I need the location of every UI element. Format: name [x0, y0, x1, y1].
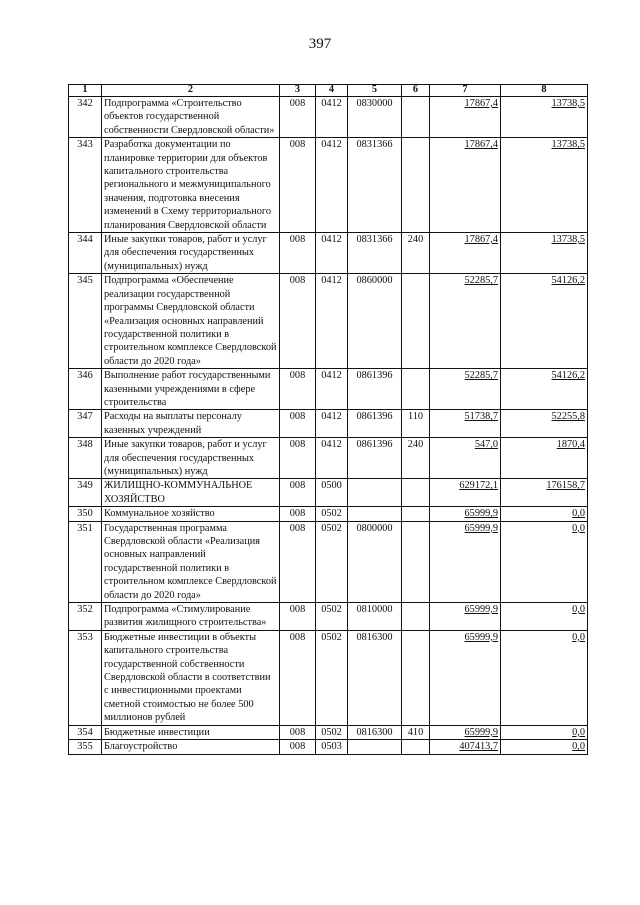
target-article-cell: 0861396: [348, 369, 402, 410]
amount-value: 13738,5: [551, 139, 585, 151]
section-code-cell: 0503: [316, 740, 348, 754]
table-row: [69, 138, 588, 233]
section-code-cell: 0502: [316, 630, 348, 725]
amount-value: 17867,4: [464, 234, 498, 246]
expense-type-cell: 110: [402, 410, 430, 438]
expense-type-cell: [402, 479, 430, 507]
admin-code-cell: 008: [280, 507, 316, 521]
table-body: [69, 97, 588, 755]
row-number-cell: 349: [69, 479, 102, 507]
target-article-cell: [348, 479, 402, 507]
admin-code-cell: 008: [280, 479, 316, 507]
target-article-cell: 0860000: [348, 274, 402, 369]
amount-col7-cell: [430, 274, 501, 369]
expense-type-cell: 240: [402, 233, 430, 274]
amount-col8-cell: [501, 369, 588, 410]
amount-col8-cell: [501, 138, 588, 233]
column-header: 5: [348, 85, 402, 97]
target-article-cell: 0831366: [348, 233, 402, 274]
amount-col8-cell: [501, 603, 588, 631]
row-number-cell: 344: [69, 233, 102, 274]
amount-col7-cell: [430, 725, 501, 739]
amount-col7-cell: [430, 630, 501, 725]
amount-col7-cell: [430, 507, 501, 521]
expense-type-cell: [402, 630, 430, 725]
table-row: [69, 740, 588, 754]
table-header-row: [69, 85, 588, 97]
row-number-cell: 345: [69, 274, 102, 369]
amount-value: 52255,8: [551, 411, 585, 423]
section-code-cell: 0412: [316, 97, 348, 138]
amount-col8-cell: [501, 725, 588, 739]
row-name-cell: Подпрограмма «Стимулирование развития жилищного строительства»: [102, 603, 280, 631]
row-name-cell: Коммунальное хозяйство: [102, 507, 280, 521]
amount-value: 54126,2: [551, 370, 585, 382]
amount-value: 13738,5: [551, 234, 585, 246]
amount-col8-cell: [501, 521, 588, 602]
target-article-cell: 0831366: [348, 138, 402, 233]
table-row: [69, 438, 588, 479]
amount-col7-cell: [430, 97, 501, 138]
row-name-cell: Выполнение работ государственными казенными учреждениями в сфере строительства: [102, 369, 280, 410]
amount-value: 17867,4: [464, 139, 498, 151]
column-header: 2: [102, 85, 280, 97]
row-name-cell: Благоустройство: [102, 740, 280, 754]
row-name-cell: Расходы на выплаты персоналу казенных учреждений: [102, 410, 280, 438]
amount-value: 54126,2: [551, 275, 585, 287]
section-code-cell: 0502: [316, 507, 348, 521]
row-number-cell: 353: [69, 630, 102, 725]
amount-value: 65999,9: [464, 508, 498, 520]
admin-code-cell: 008: [280, 521, 316, 602]
row-number-cell: 343: [69, 138, 102, 233]
amount-col7-cell: [430, 521, 501, 602]
target-article-cell: 0861396: [348, 438, 402, 479]
table-row: [69, 725, 588, 739]
target-article-cell: 0810000: [348, 603, 402, 631]
admin-code-cell: 008: [280, 233, 316, 274]
row-number-cell: 342: [69, 97, 102, 138]
target-article-cell: 0816300: [348, 725, 402, 739]
amount-col8-cell: [501, 233, 588, 274]
amount-col8-cell: [501, 740, 588, 754]
amount-col8-cell: [501, 97, 588, 138]
amount-col7-cell: [430, 603, 501, 631]
table-row: [69, 410, 588, 438]
amount-value: 65999,9: [464, 522, 498, 534]
amount-col8-cell: [501, 410, 588, 438]
amount-value: 0,0: [572, 508, 585, 520]
section-code-cell: 0412: [316, 369, 348, 410]
admin-code-cell: 008: [280, 438, 316, 479]
section-code-cell: 0500: [316, 479, 348, 507]
row-name-cell: Иные закупки товаров, работ и услуг для обеспечения государственных (муниципальных) нужд: [102, 233, 280, 274]
section-code-cell: 0502: [316, 603, 348, 631]
section-code-cell: 0412: [316, 274, 348, 369]
expense-type-cell: 240: [402, 438, 430, 479]
row-name-cell: Разработка документации по планировке территории для объектов капитального строительства регионального и межмуниципального значения, подготовка внесения изменений в Схему территориального планирования Свердловской области: [102, 138, 280, 233]
expense-type-cell: [402, 507, 430, 521]
row-number-cell: 352: [69, 603, 102, 631]
amount-col8-cell: [501, 438, 588, 479]
table-row: [69, 507, 588, 521]
column-header: 1: [69, 85, 102, 97]
row-name-cell: Государственная программа Свердловской области «Реализация основных направлений государственной политики в строительном комплексе Свердловской области до 2020 года»: [102, 521, 280, 602]
amount-value: 176158,7: [546, 480, 585, 492]
column-header: 4: [316, 85, 348, 97]
column-header: 6: [402, 85, 430, 97]
amount-col7-cell: [430, 438, 501, 479]
admin-code-cell: 008: [280, 410, 316, 438]
target-article-cell: 0861396: [348, 410, 402, 438]
amount-value: 0,0: [572, 631, 585, 643]
amount-col7-cell: [430, 138, 501, 233]
expense-type-cell: [402, 740, 430, 754]
column-header: 3: [280, 85, 316, 97]
amount-col7-cell: [430, 479, 501, 507]
column-header: 7: [430, 85, 501, 97]
target-article-cell: [348, 507, 402, 521]
target-article-cell: 0816300: [348, 630, 402, 725]
amount-value: 52285,7: [464, 275, 498, 287]
expense-type-cell: 410: [402, 725, 430, 739]
expense-type-cell: [402, 603, 430, 631]
amount-col7-cell: [430, 233, 501, 274]
section-code-cell: 0412: [316, 438, 348, 479]
row-number-cell: 355: [69, 740, 102, 754]
row-name-cell: Бюджетные инвестиции в объекты капитального строительства государственной собственности Свердловской области в соответствии с инвестиционными проектами сметной стоимостью не более 500 миллионов рублей: [102, 630, 280, 725]
amount-value: 407413,7: [459, 741, 498, 753]
amount-value: 51738,7: [464, 411, 498, 423]
table-row: [69, 233, 588, 274]
section-code-cell: 0412: [316, 410, 348, 438]
page-number: 397: [308, 36, 332, 52]
target-article-cell: [348, 740, 402, 754]
expense-type-cell: [402, 521, 430, 602]
amount-col7-cell: [430, 369, 501, 410]
budget-table: [68, 84, 588, 755]
amount-value: 629172,1: [459, 480, 498, 492]
table-row: [69, 274, 588, 369]
amount-value: 52285,7: [464, 370, 498, 382]
row-name-cell: Подпрограмма «Строительство объектов государственной собственности Свердловской области»: [102, 97, 280, 138]
amount-value: 65999,9: [464, 726, 498, 738]
section-code-cell: 0502: [316, 521, 348, 602]
table-row: [69, 603, 588, 631]
amount-value: 65999,9: [464, 604, 498, 616]
amount-col8-cell: [501, 630, 588, 725]
expense-type-cell: [402, 369, 430, 410]
amount-col8-cell: [501, 274, 588, 369]
column-header: 8: [501, 85, 588, 97]
amount-value: 0,0: [572, 741, 585, 753]
row-number-cell: 346: [69, 369, 102, 410]
table-row: [69, 521, 588, 602]
amount-value: 13738,5: [551, 98, 585, 109]
row-name-cell: Иные закупки товаров, работ и услуг для обеспечения государственных (муниципальных) нужд: [102, 438, 280, 479]
admin-code-cell: 008: [280, 97, 316, 138]
amount-col8-cell: [501, 479, 588, 507]
amount-value: 547,0: [474, 439, 498, 451]
row-number-cell: 351: [69, 521, 102, 602]
expense-type-cell: [402, 138, 430, 233]
admin-code-cell: 008: [280, 725, 316, 739]
row-name-cell: ЖИЛИЩНО-КОММУНАЛЬНОЕ ХОЗЯЙСТВО: [102, 479, 280, 507]
section-code-cell: 0502: [316, 725, 348, 739]
admin-code-cell: 008: [280, 369, 316, 410]
amount-col8-cell: [501, 507, 588, 521]
table-row: [69, 630, 588, 725]
amount-value: 0,0: [572, 726, 585, 738]
row-name-cell: Подпрограмма «Обеспечение реализации государственной программы Свердловской области «Реализация основных направлений государственной политики в строительном комплексе Свердловской области до 2020 года»: [102, 274, 280, 369]
section-code-cell: 0412: [316, 233, 348, 274]
amount-value: 17867,4: [464, 98, 498, 109]
amount-value: 0,0: [572, 604, 585, 616]
table-row: [69, 369, 588, 410]
amount-value: 0,0: [572, 522, 585, 534]
amount-col7-cell: [430, 740, 501, 754]
row-number-cell: 347: [69, 410, 102, 438]
row-number-cell: 354: [69, 725, 102, 739]
amount-col7-cell: [430, 410, 501, 438]
row-name-cell: Бюджетные инвестиции: [102, 725, 280, 739]
row-number-cell: 348: [69, 438, 102, 479]
admin-code-cell: 008: [280, 138, 316, 233]
target-article-cell: 0830000: [348, 97, 402, 138]
amount-value: 65999,9: [464, 631, 498, 643]
section-code-cell: 0412: [316, 138, 348, 233]
admin-code-cell: 008: [280, 274, 316, 369]
admin-code-cell: 008: [280, 603, 316, 631]
table-row: [69, 479, 588, 507]
expense-type-cell: [402, 274, 430, 369]
row-number-cell: 350: [69, 507, 102, 521]
admin-code-cell: 008: [280, 630, 316, 725]
table-row: [69, 97, 588, 138]
amount-value: 1870,4: [556, 439, 585, 451]
admin-code-cell: 008: [280, 740, 316, 754]
expense-type-cell: [402, 97, 430, 138]
target-article-cell: 0800000: [348, 521, 402, 602]
